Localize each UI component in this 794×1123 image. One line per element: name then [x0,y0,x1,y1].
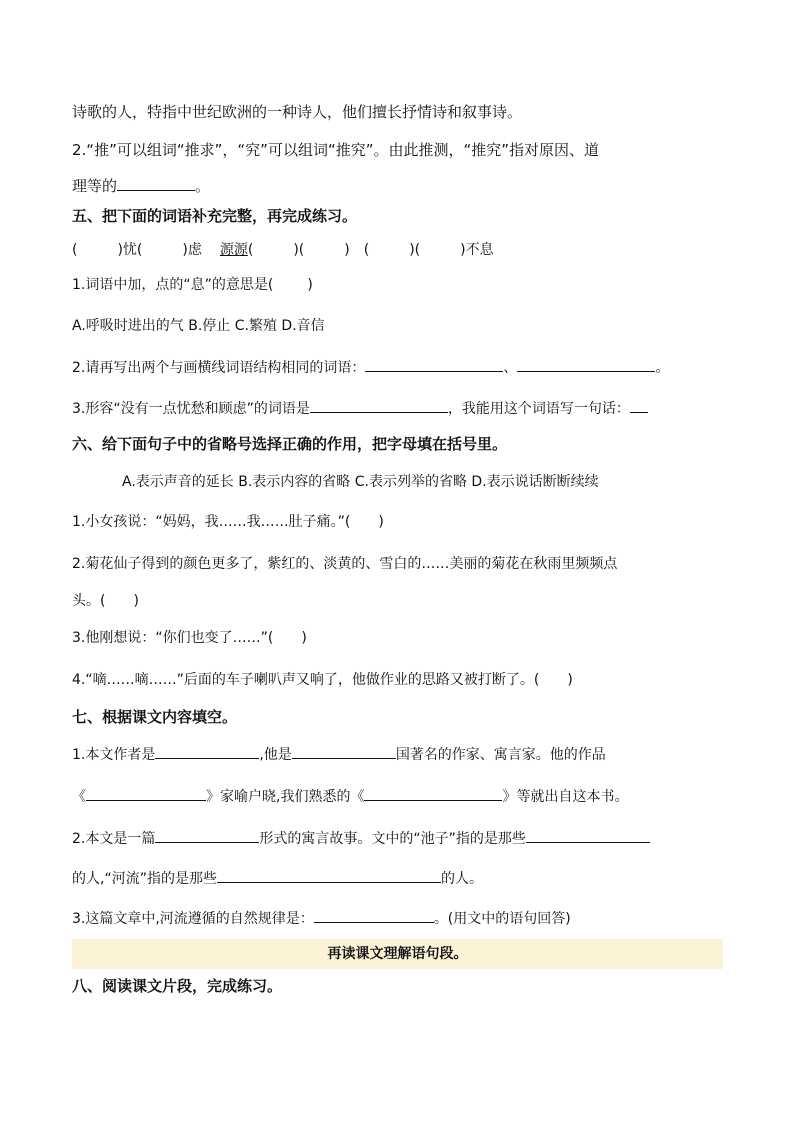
text: )虑 [182,242,202,258]
text: 的人。 [440,871,483,887]
text: ) [378,514,384,530]
section-heading-7: 七、根据课文内容填空。 [72,708,238,726]
question-7-2-continued [72,868,483,889]
answer-blank[interactable] [630,398,648,413]
text: 》家喻户晓,我们熟悉的《 [206,789,365,805]
question-5-2 [72,357,669,378]
question-7-1 [72,744,606,765]
section-heading-5: 五、把下面的词语补充完整，再完成练习。 [72,207,358,225]
text: 2.请再写出两个与画横线词语结构相同的词语： [72,360,366,376]
text-line: 诗歌的人，特指中世纪欧洲的一种诗人，他们擅长抒情诗和叙事诗。 [72,103,523,121]
paren-open: ( [363,242,370,258]
text: ) [133,593,139,609]
paren-close: )( [293,242,305,258]
text: 头。( [72,593,106,609]
text: )忧( [117,242,143,258]
paren-open: ( [247,242,254,258]
question-2: 2.“推”可以组词“推求”，“究”可以组词“推究”。由此推测，“推究”指对原因、道 [72,141,600,159]
answer-blank[interactable] [86,786,206,801]
answer-blank[interactable] [292,744,396,759]
answer-blank[interactable] [117,176,195,191]
question-5-3 [72,398,648,419]
text: ) [567,672,573,688]
paren-close: ) [344,242,350,258]
text: 3.形容“没有一点忧愁和顾虑”的词语是 [72,401,310,417]
question-7-1-continued [72,786,628,807]
text: ) [301,630,307,646]
text: 1.小女孩说：“妈妈，我……我……肚子痛。”( [72,514,351,530]
question-6-4 [72,670,573,690]
text: 》等就出自这本书。 [502,789,629,805]
section-banner: 再读课文理解语句段。 [72,939,723,969]
text: 。(用文中的语句回答) [433,911,571,927]
answer-blank[interactable] [314,908,434,923]
paren-open: ( [72,242,78,258]
text: ，我能用这个词语写一句话： [447,401,630,417]
text: 2.本文是一篇 [72,831,156,847]
text: 1.本文作者是 [72,747,156,763]
text: 3.他刚想说：“你们也变了……”( [72,630,274,646]
text: ) [307,277,313,293]
question-6-2: 2.菊花仙子得到的颜色更多了，紫红的、淡黄的、雪白的……美丽的菊花在秋雨里频频点 [72,556,618,572]
text: 、 [503,360,518,376]
answer-blank[interactable] [364,786,502,801]
options-6: A.表示声音的延长 B.表示内容的省略 C.表示列举的省略 D.表示说话断断续续 [122,474,599,490]
section-heading-8: 八、阅读课文片段，完成练习。 [72,977,283,995]
text: 形式的寓言故事。文中的“池子”指的是那些 [259,831,526,847]
question-6-1 [72,512,384,532]
options-5-1: A.呼吸时进出的气 B.停止 C.繁殖 D.音信 [72,318,325,334]
section-heading-6: 六、给下面句子中的省略号选择正确的作用，把字母填在括号里。 [72,435,508,453]
text: )不息 [460,242,494,258]
question-6-2-continued [72,591,139,611]
text: 1.词语中加，点的“息”的意思是( [72,277,274,293]
answer-blank[interactable] [365,357,503,372]
answer-blank[interactable] [155,828,259,843]
answer-blank[interactable] [217,868,441,883]
text: 4.“嘀……嘀……”后面的车子喇叭声又响了，他做作业的思路又被打断了。( [72,672,540,688]
answer-blank[interactable] [517,357,655,372]
text: 3.这篇文章中,河流遵循的自然规律是： [72,911,314,927]
underlined-word: 源源 [219,242,248,258]
text: 。 [195,177,211,195]
answer-blank[interactable] [526,828,650,843]
text: 的人,“河流”指的是那些 [72,871,217,887]
question-6-3 [72,628,307,648]
word-fill-row [72,240,494,260]
text: 国著名的作家、寓言家。他的作品 [395,747,606,763]
text: 《 [72,789,86,805]
answer-blank[interactable] [155,744,259,759]
text: 。 [655,360,670,376]
question-7-2 [72,828,650,849]
text: ,他是 [259,747,292,763]
text: 理等的 [72,177,118,195]
question-5-1 [72,275,313,295]
question-2-continued [72,176,210,196]
question-7-3 [72,908,571,929]
paren-close: )( [409,242,421,258]
answer-blank[interactable] [310,398,448,413]
